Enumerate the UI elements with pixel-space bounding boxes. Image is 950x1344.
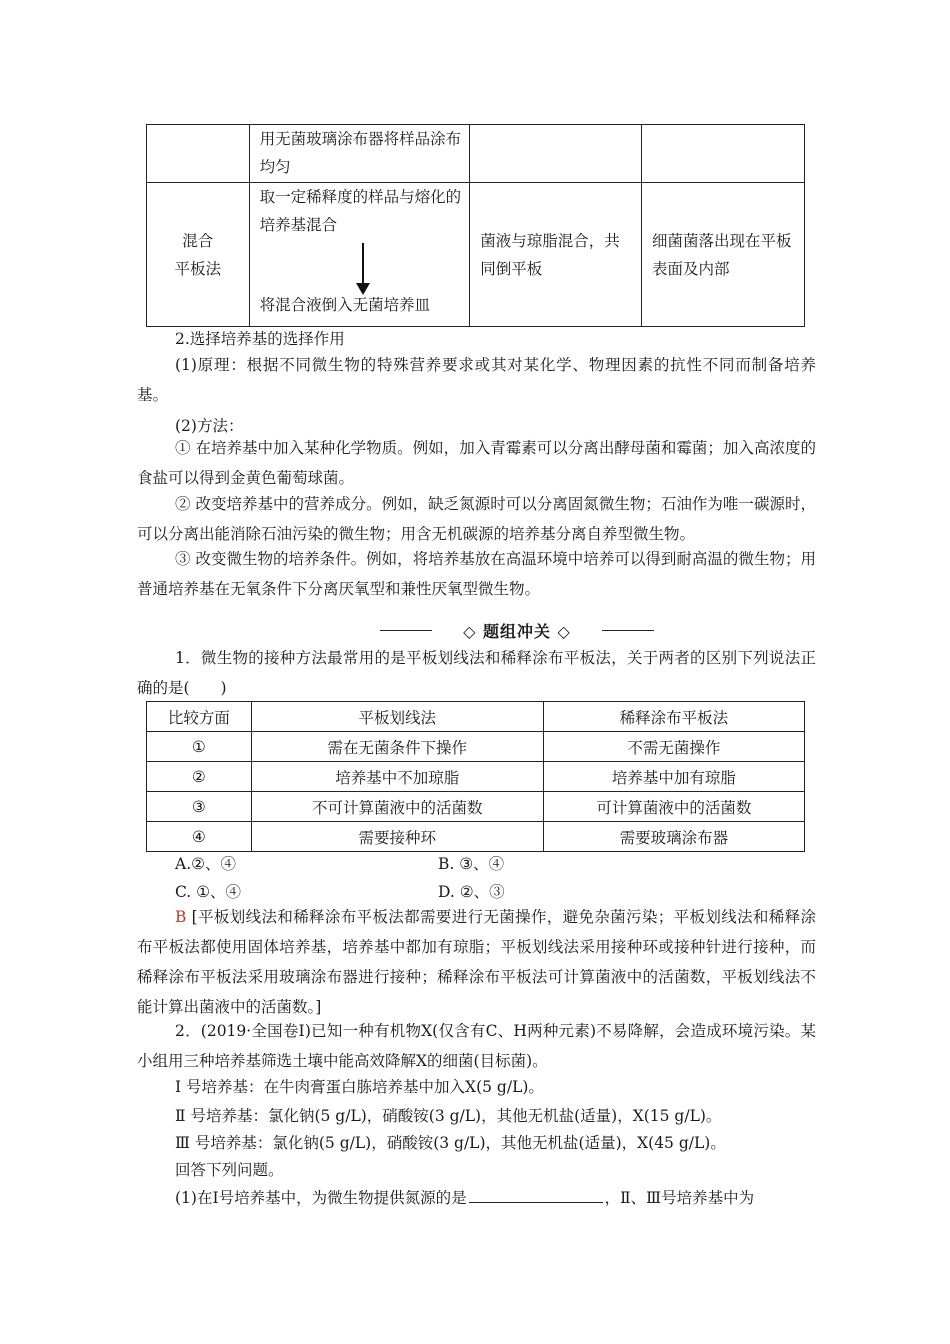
table-cell: 培养基中不加琼脂 (251, 762, 543, 792)
sub-question-1 (175, 1186, 754, 1208)
sub-question-1-before: (1)在Ⅰ号培养基中，为微生物提供氮源的是 (175, 1189, 467, 1207)
divider-title: ◇ 题组冲关 ◇ (463, 622, 571, 641)
procedure-step2: 将混合液倒入无菌培养皿 (259, 296, 431, 314)
table-cell (642, 125, 805, 183)
question-2-stem: 2．(2019·全国卷Ⅰ)已知一种有机物X(仅含有C、H两种元素)不易降解，会造成环境污染。某小组用三种培养基筛选土壤中能高效降解X的细菌(目标菌)。 (137, 1022, 816, 1070)
section-divider (380, 619, 655, 643)
method-heading: (2)方法： (175, 417, 244, 435)
option-d: D. ②、③ (438, 883, 505, 901)
header-cell: 比较方面 (147, 702, 252, 732)
method-name-line2: 平板法 (174, 259, 222, 278)
question-1-stem: 1．微生物的接种方法最常用的是平板划线法和稀释涂布平板法，关于两者的区别下列说法正确的是( ) (137, 649, 816, 697)
plating-methods-table (146, 124, 805, 327)
option-b: B. ③、④ (438, 855, 505, 873)
header-cell: 稀释涂布平板法 (543, 702, 804, 732)
answer-blank[interactable] (469, 1186, 603, 1203)
table-cell: 需要接种环 (251, 822, 543, 852)
answer-letter: B (175, 908, 187, 926)
table-cell (147, 125, 250, 183)
comparison-table (146, 701, 805, 852)
table-cell: 培养基中加有琼脂 (543, 762, 804, 792)
table-row (147, 732, 805, 762)
table-cell (470, 125, 642, 183)
medium-2-line: Ⅱ 号培养基：氯化钠(5 g/L)，硝酸铵(3 g/L)，其他无机盐(适量)，X(15 g/L)。 (175, 1107, 722, 1125)
method-1-paragraph: ① 在培养基中加入某种化学物质。例如，加入青霉素可以分离出酵母菌和霉菌；加入高浓度的食盐可以得到金黄色葡萄球菌。 (137, 439, 816, 487)
down-arrow-icon (260, 239, 462, 297)
table-cell: 不可计算菌液中的活菌数 (251, 792, 543, 822)
feature-cell: 菌液与琼脂混合，共同倒平板 (470, 183, 642, 327)
sub-question-1-after: ，Ⅱ、Ⅲ号培养基中为 (604, 1189, 755, 1207)
table-cell: 需在无菌条件下操作 (251, 732, 543, 762)
table-cell: 可计算菌液中的活菌数 (543, 792, 804, 822)
option-c: C. ①、④ (175, 883, 242, 901)
table-row (147, 792, 805, 822)
table-cell: 用无菌玻璃涂布器将样品涂布均匀 (249, 125, 470, 183)
procedure-cell (249, 183, 470, 327)
table-cell: ① (147, 732, 252, 762)
option-a: A.②、④ (175, 855, 237, 873)
table-cell: 不需无菌操作 (543, 732, 804, 762)
medium-1-line: Ⅰ 号培养基：在牛肉膏蛋白胨培养基中加入X(5 g/L)。 (175, 1078, 544, 1096)
principle-paragraph: (1)原理：根据不同微生物的特殊营养要求或其对某化学、物理因素的抗性不同而制备培养基。 (137, 356, 816, 404)
result-cell: 细菌菌落出现在平板表面及内部 (642, 183, 805, 327)
answer-explanation (137, 902, 816, 1022)
method-name-cell (147, 183, 250, 327)
method-3-paragraph: ③ 改变微生物的培养条件。例如，将培养基放在高温环境中培养可以得到耐高温的微生物；用普通培养基在无氧条件下分离厌氧型和兼性厌氧型微生物。 (137, 550, 816, 598)
explanation-text: [平板划线法和稀释涂布平板法都需要进行无菌操作，避免杂菌污染；平板划线法和稀释涂布平板法都使用固体培养基，培养基中都加有琼脂；平板划线法采用接种环或接种针进行接种，而稀释涂布平板法采用玻璃涂布器进行接种；稀释涂布平板法可计算菌液中的活菌数，平板划线法不能计算出菌液中的活菌数。] (137, 908, 816, 1016)
table-cell: 需要玻璃涂布器 (543, 822, 804, 852)
table-cell: ② (147, 762, 252, 792)
table-row (147, 762, 805, 792)
section-heading: 2.选择培养基的选择作用 (175, 330, 345, 348)
procedure-step1: 取一定稀释度的样品与熔化的培养基混合 (259, 188, 462, 234)
table-header-row (147, 702, 805, 732)
table-row (147, 822, 805, 852)
method-2-paragraph: ② 改变培养基中的营养成分。例如，缺乏氮源时可以分离固氮微生物；石油作为唯一碳源时，可以分离出能消除石油污染的微生物；用含无机碳源的培养基分离自养型微生物。 (137, 495, 816, 543)
table-cell: ④ (147, 822, 252, 852)
table-cell: ③ (147, 792, 252, 822)
header-cell: 平板划线法 (251, 702, 543, 732)
medium-3-line: Ⅲ 号培养基：氯化钠(5 g/L)，硝酸铵(3 g/L)，其他无机盐(适量)，X(45 g/L)。 (175, 1134, 726, 1152)
prompt-line: 回答下列问题。 (175, 1161, 284, 1179)
method-name-line1: 混合 (182, 231, 214, 250)
